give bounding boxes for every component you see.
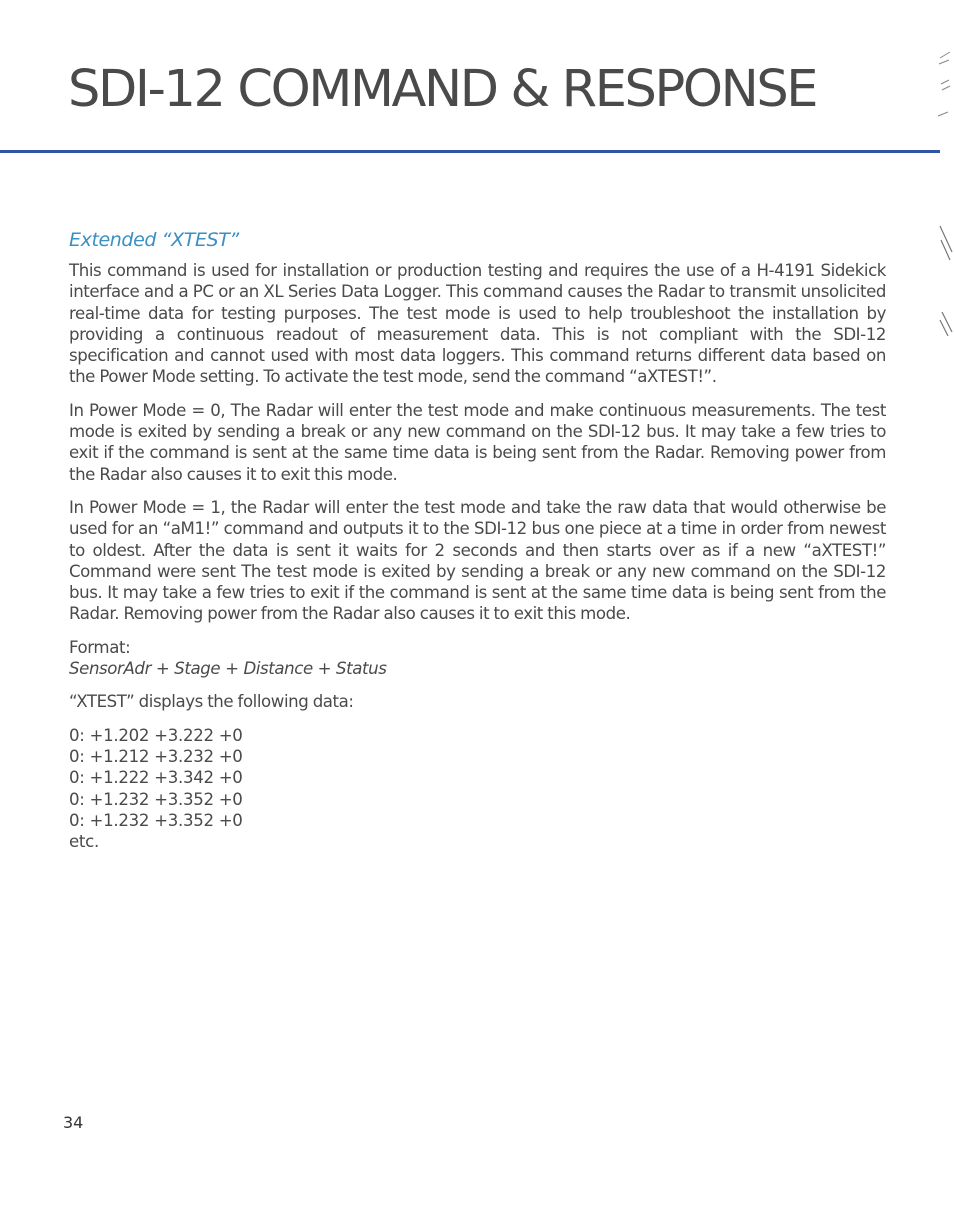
displays-intro: “XTEST” displays the following data:	[69, 692, 354, 712]
data-line: 0: +1.202 +3.222 +0	[69, 725, 243, 745]
paragraph-power-mode-1: In Power Mode = 1, the Radar will enter the test mode and take the raw data that would otherwise be used for an “aM1!” command and outputs it to the SDI-12 bus one piece at a time in order from newest to oldest. After the data is sent it waits for 2 seconds and then starts over as if a new “aXTEST!” Command were sent The test mode is exited by sending a break or any new command on the SDI-12 bus. It may take a few tries to exit if the command is sent at the same time data is being sent from the Radar. Removing power from the Radar also causes it to exit this mode.	[69, 497, 886, 624]
page-edge-decoration	[934, 40, 954, 340]
data-line: 0: +1.222 +3.342 +0	[69, 768, 243, 788]
data-line: etc.	[69, 832, 99, 852]
format-label: Format:	[69, 637, 131, 657]
section-heading: Extended “XTEST”	[69, 229, 239, 251]
page-number: 34	[63, 1113, 84, 1132]
data-line: 0: +1.232 +3.352 +0	[69, 789, 243, 809]
paragraph-power-mode-0: In Power Mode = 0, The Radar will enter the test mode and make continuous measurements. The test mode is exited by sending a break or any new command on the SDI-12 bus. It may take a few tries to exit if the command is sent at the same time data is being sent from the Radar. Removing power from the Radar also causes it to exit this mode.	[69, 400, 886, 484]
page-title: SDI-12 COMMAND & RESPONSE	[68, 60, 817, 119]
header-divider	[0, 150, 940, 153]
format-block	[69, 637, 886, 680]
paragraph-intro: This command is used for installation or production testing and requires the use of a H-4191 Sidekick interface and a PC or an XL Series Data Logger. This command causes the Radar to transmit unsolicited real-time data for testing purposes. The test mode is used to help troubleshoot the installation by providing a continuous readout of measurement data. This is not compliant with the SDI-12 specification and cannot used with most data loggers. This command returns different data based on the Power Mode setting. To activate the test mode, send the command “aXTEST!”.	[69, 261, 886, 387]
data-line: 0: +1.232 +3.352 +0	[69, 810, 243, 830]
content-area	[69, 226, 886, 852]
data-line: 0: +1.212 +3.232 +0	[69, 746, 243, 766]
format-value: SensorAdr + Stage + Distance + Status	[69, 659, 387, 679]
data-lines-list	[69, 725, 886, 853]
